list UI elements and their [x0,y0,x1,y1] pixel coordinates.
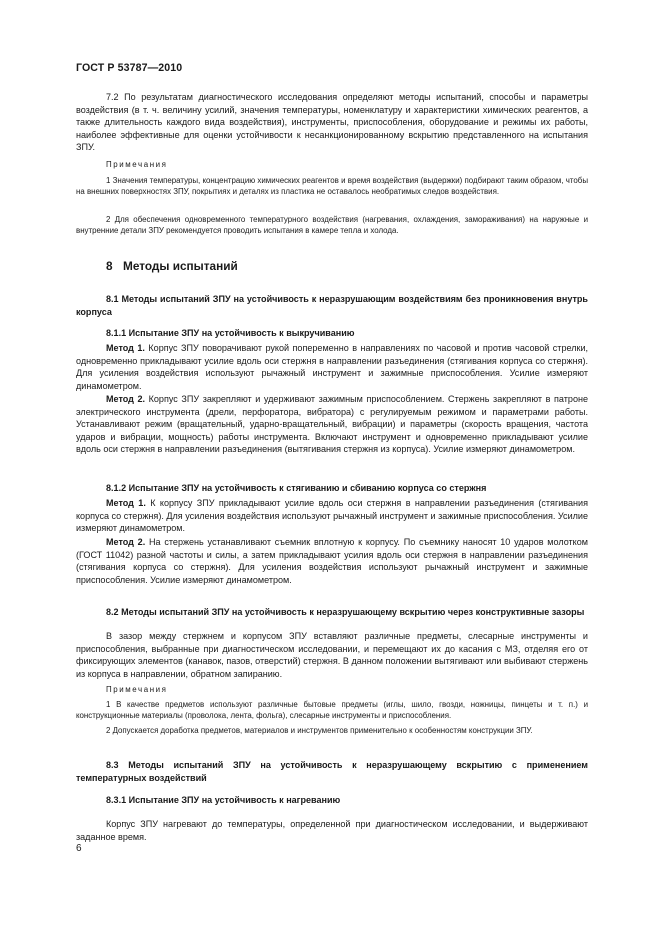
clause-8-1-1-heading [76,327,588,340]
note-2-2 [76,726,588,737]
page-number: 6 [76,843,82,854]
clause-heading: 8.3.1 Испытание ЗПУ на устойчивость к нагреванию [106,795,341,805]
note-text: 1 В качестве предметов используют различные бытовые предметы (иглы, шило, гвозди, ножницы, пинцеты и т. п.) и конструкционные материалы (проволока, лента, фольга), слесарные инструменты и приспособления. [76,700,588,720]
clause-8-3-1-heading [76,794,588,807]
paragraph: Корпус ЗПУ нагревают до температуры, определенной при диагностическом исследовании, и выдерживают заданное время. [76,819,588,842]
clause-8-1-heading [76,293,588,318]
clause-heading: 8.3 Методы испытаний ЗПУ на устойчивость к неразрушающему вскрытию с применением температурных воздействий [76,760,588,783]
note-2-1 [76,700,588,722]
clause-heading: 8.1.2 Испытание ЗПУ на устойчивость к стягиванию и сбиванию корпуса со стержня [106,483,487,493]
clause-8-3-heading [76,759,588,784]
method-text: К корпусу ЗПУ прикладывают усилие вдоль оси стержня в направлении разъединения (стягивания корпуса со стержня). Для усиления воздействия используют рычажный инструмент и зажимные приспособления. Усилие измеряют динамометром. [76,498,588,534]
clause-8-1-2-heading [76,482,588,495]
method-label: Метод 1. [106,498,146,508]
clause-heading: 8.1 Методы испытаний ЗПУ на устойчивость к неразрушающим воздействиям без проникновения внутрь корпуса [76,294,588,317]
paragraph-7-2: 7.2 По результатам диагностического исследования определяют методы испытаний, способы и параметры воздействия (в т. ч. величину усилий, значения температуры, номенклатуру и характеристики химических реагентов, а также длительность каждого вида воздействия), инструменты, приспособления, оборудование и режимы их работы, наиболее эффективные для оценки устойчивости к несанкционированному вскрытию представленного на испытания ЗПУ. [76,92,588,153]
note-1-2 [76,215,588,237]
section-number: 8 [106,259,113,273]
method-2-paragraph [76,393,588,456]
notes-title: Примечания [106,160,168,169]
method-1-paragraph [76,342,588,392]
method-1b-paragraph [76,497,588,535]
method-2b-paragraph [76,536,588,586]
note-text: 1 Значения температуры, концентрацию химических реагентов и время воздействия (выдержки) подбирают таким образом, чтобы на внешних поверхностях ЗПУ, покрытиях и деталях из пластика не оставалось необратимых следов воздействия. [76,176,588,196]
clause-heading: 8.1.1 Испытание ЗПУ на устойчивость к выкручиванию [106,328,355,338]
method-text: Корпус ЗПУ закрепляют и удерживают зажимным приспособлением. Стержень закрепляют в патроне электрического инструмента (дрели, перфоратора, вибратора) с регулируемым режимом и параметрами работы. Устанавливают режим (вращательный, ударно-вращательный, вибрации) и параметры (скорость вращения, частота ударов и вибрации, мощность) работы инструмента. Включают инструмент и одновременно прикладывают усилие вдоль оси стержня в направлении разъединения (вытягивания стержня из корпуса). Усилие измеряют динамометром. [76,394,588,455]
method-label: Метод 2. [106,537,146,547]
clause-8-3-1-paragraph [76,818,588,843]
notes-block-1 [76,160,588,171]
section-title: Методы испытаний [123,259,238,273]
method-label: Метод 1. [106,343,145,353]
method-text: На стержень устанавливают съемник вплотную к корпусу. По съемнику наносят 10 ударов молотком (ГОСТ 11042) разной частоты и силы, а затем прикладывают усилия вдоль оси стержня в направлении разъединения (стягивания корпуса со стержня). Для усиления воздействия используют рычажный инструмент и зажимные приспособления. Усилие измеряют динамометром. [76,537,588,585]
method-text: Корпус ЗПУ поворачивают рукой попеременно в направлениях по часовой и против часовой стрелки, одновременно прикладывают усилие вдоль оси стержня в направлении разъединения (стягивания корпуса со стержня). Для усиления воздействия используют рычажный инструмент и зажимные приспособления. Усилие измеряют динамометром. [76,343,589,391]
notes-block-2 [76,685,588,696]
clause-8-2-heading [76,606,588,619]
notes-title: Примечания [106,685,168,694]
note-text: 2 Для обеспечения одновременного температурного воздействия (нагревания, охлаждения, замораживания) на наружные и внутренние детали ЗПУ рекомендуется проводить испытания в камере тепла и холода. [76,215,588,235]
section-8-heading [76,259,588,273]
document-header: ГОСТ Р 53787—2010 [76,62,183,74]
note-text: 2 Допускается доработка предметов, материалов и инструментов применительно к особенностям конструкции ЗПУ. [106,726,533,735]
paragraph: В зазор между стержнем и корпусом ЗПУ вставляют различные предметы, слесарные инструменты и приспособления, выбранные при диагностическом исследовании, и перемещают их до касания с МЗ, отделяя его от фиксирующих элементов (канавок, пазов, отверстий) стержня. В данном положении вытягивают или выбивают стержень из корпуса в направлении, обратном запиранию. [76,631,588,679]
clause-7-2 [76,91,588,154]
document-page [76,0,588,935]
clause-heading: 8.2 Методы испытаний ЗПУ на устойчивость к неразрушающему вскрытию через конструктивные зазоры [106,607,585,617]
method-label: Метод 2. [106,394,146,404]
note-1-1 [76,176,588,198]
clause-8-2-paragraph [76,630,588,680]
